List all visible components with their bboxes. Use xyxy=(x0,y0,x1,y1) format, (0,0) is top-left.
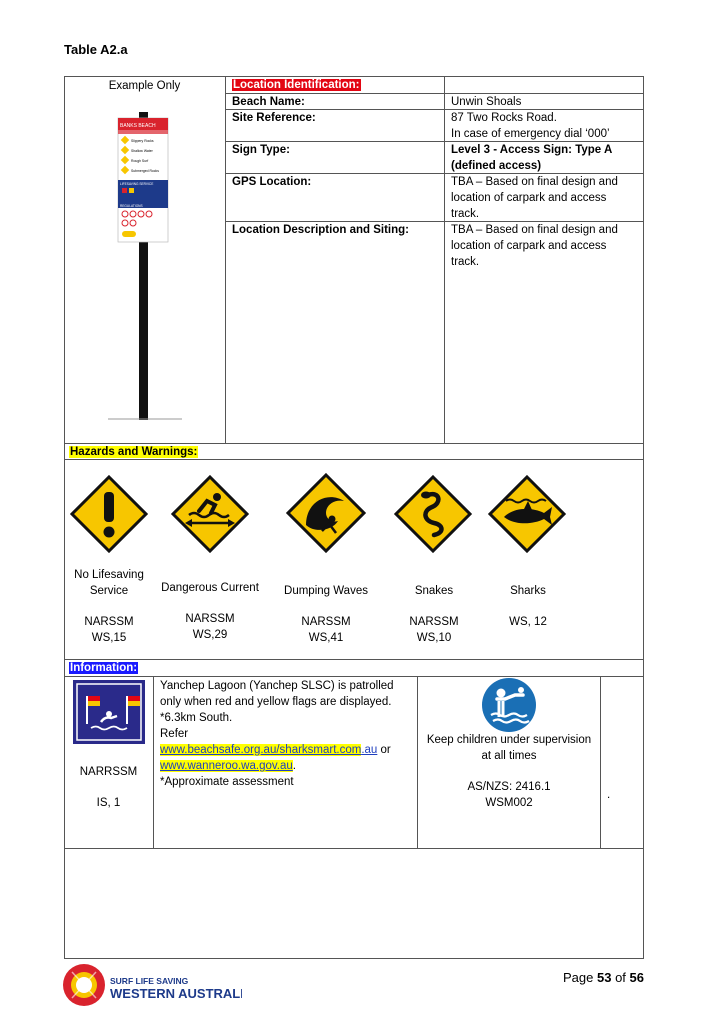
hazard-name: Sharks xyxy=(510,585,546,597)
svg-text:Shallow Water: Shallow Water xyxy=(131,149,153,153)
sign-type-label: Sign Type: xyxy=(232,144,290,156)
supervision-text: Keep children under supervision at all times xyxy=(426,734,592,762)
hazard-name: Snakes xyxy=(414,585,454,597)
shark-icon xyxy=(488,475,566,556)
dumping-wave-icon xyxy=(286,473,366,556)
flag-code-value: IS, 1 xyxy=(96,797,121,809)
svg-text:Slippery Rocks: Slippery Rocks xyxy=(131,139,154,143)
stray-dot: . xyxy=(607,789,611,801)
patrol-info-text: Yanchep Lagoon (Yanchep SLSC) is patrolled only when red and yellow flags are displayed. *6.3km South. Refer www.beachsafe.org.au/sharksmart.com.au or www.wanneroo.wa.gov.au. *Approximate assessment xyxy=(160,680,394,788)
sign-header-text: BANKS BEACH xyxy=(120,123,156,129)
location-description-label: Location Description and Siting: xyxy=(232,224,409,236)
svg-text:Rough Surf: Rough Surf xyxy=(131,159,149,163)
table-title: Table A2.a xyxy=(64,42,128,57)
slswa-logo xyxy=(62,962,242,1011)
hazards-header: Hazards and Warnings: xyxy=(70,446,198,458)
patrol-flags-icon xyxy=(73,680,145,747)
beach-name-value: Unwin Shoals xyxy=(451,96,522,108)
hazard-name: Dumping Waves xyxy=(284,585,368,597)
hazard-code: WS, 12 xyxy=(509,616,547,628)
snake-icon xyxy=(394,475,472,556)
supervise-children-icon xyxy=(481,677,537,736)
hazard-code: NARSSM WS,41 xyxy=(301,616,351,644)
information-header: Information: xyxy=(70,662,138,674)
location-header: Location Identification: xyxy=(233,79,360,91)
hazard-code: NARSSM WS,29 xyxy=(185,613,235,641)
location-description-value: TBA – Based on final design and location of carpark and access track. xyxy=(451,224,618,268)
flag-code-label: NARRSSM xyxy=(79,766,138,778)
hazard-name: Dangerous Current xyxy=(161,582,259,594)
hazard-name: No Lifesaving Service xyxy=(74,569,144,597)
beach-name-label: Beach Name: xyxy=(232,96,305,108)
swimmer-current-icon xyxy=(171,475,249,556)
logo-bottom-text: WESTERN AUSTRALIA xyxy=(110,986,242,1001)
svg-text:REGULATIONS: REGULATIONS xyxy=(120,204,143,208)
wanneroo-link[interactable]: www.wanneroo.wa.gov.au xyxy=(160,760,293,772)
svg-text:Submerged Rocks: Submerged Rocks xyxy=(131,169,159,173)
logo-top-text: SURF LIFE SAVING xyxy=(110,976,189,986)
gps-location-label: GPS Location: xyxy=(232,176,312,188)
page-number: Page 53 of 56 xyxy=(563,970,644,985)
svg-text:LIFESAVING SERVICE: LIFESAVING SERVICE xyxy=(120,182,154,186)
beachsafe-link-tail[interactable]: .au xyxy=(361,744,378,756)
example-only-label: Example Only xyxy=(108,80,181,92)
standard-code: AS/NZS: 2416.1 WSM002 xyxy=(467,781,551,809)
exclamation-icon xyxy=(70,475,148,556)
hazard-code: NARSSM WS,10 xyxy=(409,616,459,644)
beachsafe-link[interactable]: www.beachsafe.org.au/sharksmart.com xyxy=(160,744,362,756)
gps-location-value: TBA – Based on final design and location of carpark and access track. xyxy=(451,176,618,220)
sign-illustration xyxy=(100,108,190,423)
site-reference-label: Site Reference: xyxy=(232,112,316,124)
site-reference-value: 87 Two Rocks Road. In case of emergency dial ‘000’ xyxy=(451,112,610,140)
hazard-code: NARSSM WS,15 xyxy=(84,616,134,644)
sign-type-value: Level 3 - Access Sign: Type A (defined access) xyxy=(451,144,613,172)
